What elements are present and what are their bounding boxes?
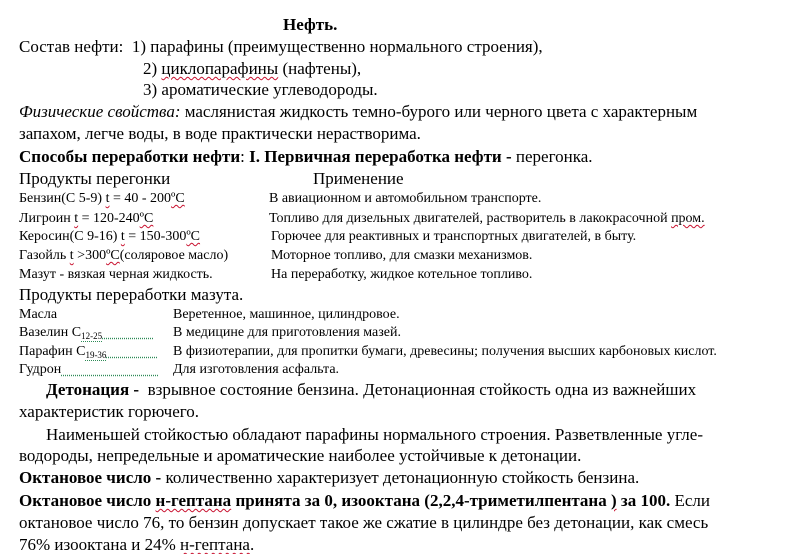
distill-row-use: Топливо для дизельных двигателей, растворитель в лакокрасочной пром. xyxy=(269,211,705,226)
document-title: Нефть. xyxy=(283,15,338,34)
stability-line-1: Наименьшей стойкостью обладают парафины нормального строения. Разветвленные угле- xyxy=(46,425,703,444)
distill-row-product: Мазут - вязкая черная жидкость. xyxy=(19,267,213,282)
distill-header-application: Применение xyxy=(313,169,404,188)
mazut-row-name: Парафин $С_{19-36}$ xyxy=(19,344,107,360)
octane-line-2: октановое число 76, то бензин допускает такое же сжатие в цилиндре без детонации, как смесь xyxy=(19,513,709,532)
composition-line-3: 3) ароматические углеводороды. xyxy=(143,80,378,99)
detonation-line-1: Детонация - взрывное состояние бензина. Детонационная стойкость одна из важнейших xyxy=(46,380,697,399)
composition-line-1: Состав нефти: 1) парафины (преимущественно нормального строения), xyxy=(19,37,543,56)
mazut-row-use: Веретенное, машинное, цилиндровое. xyxy=(173,307,400,322)
mazut-row-name: Гудрон xyxy=(19,362,62,377)
distill-row-use: Горючее для реактивных и транспортных двигателей, в быту. xyxy=(271,229,637,244)
mazut-heading: Продукты переработки мазута. xyxy=(19,285,244,304)
detonation-line-2: характеристик горючего. xyxy=(19,402,200,421)
distill-row-product: Бензин(С 5-9) t = 40 - 200ºС xyxy=(19,191,185,206)
distill-row-product: Газойль t >300ºС(соляровое масло) xyxy=(19,248,229,263)
physical-line-2: запахом, легче воды, в воде практически нерастворима. xyxy=(19,124,421,143)
octane-definition: Октановое число - количественно характеризует детонационную стойкость бензина. xyxy=(19,468,640,487)
methods-line: Способы переработки нефти: I. Первичная переработка нефти - перегонка. xyxy=(19,147,593,166)
mazut-row-use: В медицине для приготовления мазей. xyxy=(173,325,401,340)
distill-row-use: На переработку, жидкое котельное топливо. xyxy=(271,267,533,282)
stability-line-2: водороды, непредельные и ароматические наиболее устойчивые к детонации. xyxy=(19,446,582,465)
composition-line-2: 2) циклопарафины (нафтены), xyxy=(143,59,362,78)
physical-line-1: Физические свойства: маслянистая жидкость темно-бурого или черного цвета с характерным xyxy=(19,102,698,121)
distill-row-product: Керосин(С 9-16) t = 150-300ºС xyxy=(19,229,201,244)
distill-row-use: В авиационном и автомобильном транспорте. xyxy=(269,191,542,206)
distill-header-products: Продукты перегонки xyxy=(19,169,171,188)
octane-line-3: 76% изооктана и 24% н-гептана. xyxy=(19,535,255,554)
octane-line-1: Октановое число н-гептана принята за 0, изооктана (2,2,4-триметилпентана ) за 100. Если xyxy=(19,491,710,510)
distill-row-use: Моторное топливо, для смазки механизмов. xyxy=(271,248,533,263)
mazut-row-name: Масла xyxy=(19,307,58,322)
mazut-row-name: Вазелин $С_{12-25}$ xyxy=(19,325,103,341)
mazut-row-use: В физиотерапии, для пропитки бумаги, древесины; получения высших карбоновых кислот. xyxy=(173,344,717,359)
distill-row-product: Лигроин t = 120-240ºС xyxy=(19,211,154,226)
mazut-row-use: Для изготовления асфальта. xyxy=(173,362,340,377)
